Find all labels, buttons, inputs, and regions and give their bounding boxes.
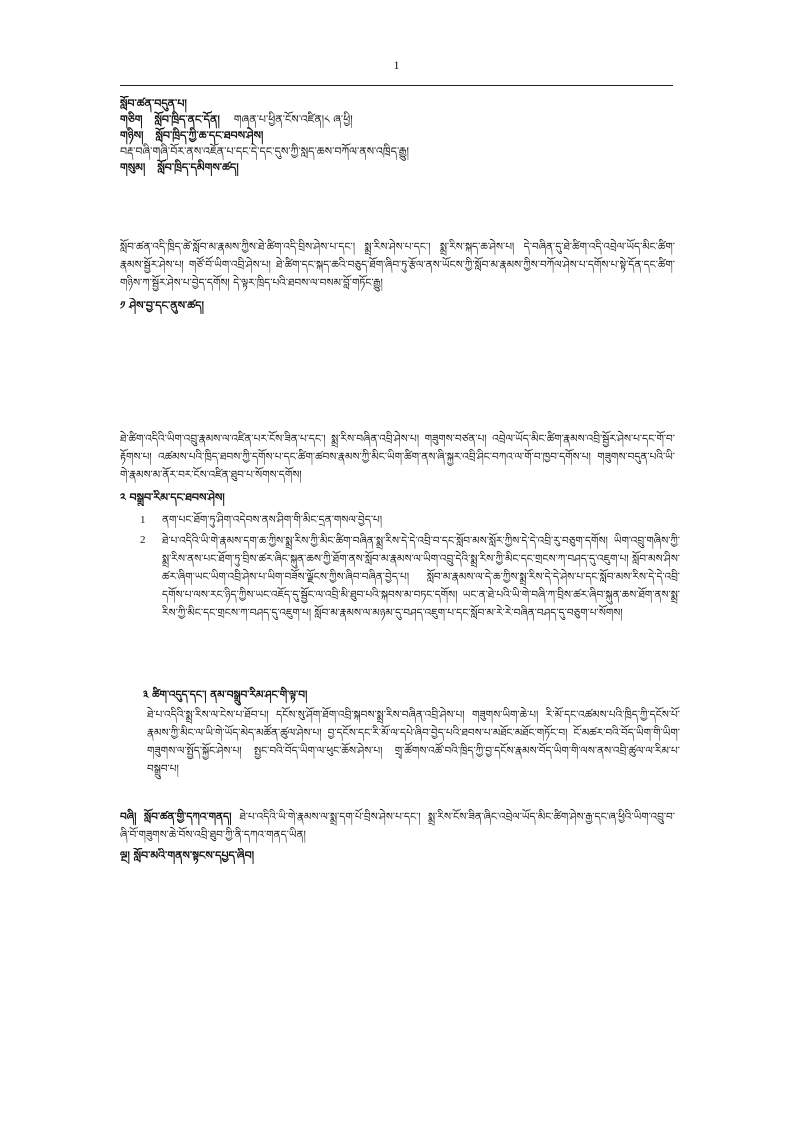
- steps-list: [140, 512, 680, 622]
- header-item-content-note: གཞན་པ་ཕྱིན་ངོས་འཛིན།༨ ཞ་ཕྱི།: [233, 113, 353, 126]
- header-item-method-label: གཉིས།: [120, 129, 144, 142]
- intro-paragraph: སློབ་ཚན་འདི་ཁྲིད་ཚེ་སློབ་མ་རྣམས་ཀྱིས་ཐེ་ཚིག་འདི་བྲིས་ཤེས་པ་དང་། སྨྲ་རིས་ཤེས་པ་དང་། སྨྲ་རིས་སྐད་ཆ་ཤེས་པ། དེ་བཞིན་དུ་ཐེ་ཚིག་འདི་འབྲེལ་ཡོད་མིང་ཚིག་རྣམས་སྦྱོར་ཤེས་པ། གཙོ་བོ་ཡིག་འབྲི་ཤེས་པ། ཐེ་ཚིག་དང་སྐད་ཆའི་བཅུད་ཐོག་ཞིབ་ཏུ་རྩོལ་ནས་ཡོངས་ཀྱི་སློབ་མ་རྣམས་ཀྱིས་བཀོལ་ཤེས་པ་དགོས་པ་སྟེ་དོན་དང་ཚིག་གཉིས་ཀ་སྦྱོར་ཤེས་པ་བྱེད་དགོས། དེ་ལྟར་ཁྲིད་པའི་ཐབས་ལ་བསམ་བློ་གཏོང་རྒྱུ།: [120, 241, 675, 289]
- section-difficulty: [120, 808, 675, 844]
- header-item-goals-label: གསུམ།: [120, 161, 146, 174]
- page-number: 1: [393, 58, 400, 72]
- header-item-method-note: བརྡ་བཞི་གཞི་བོར་ནས་འཇོན་པ་དང་དེ་དང་དུས་ཀྱི་སླད་ཆས་བཀོལ་ནས་འཁྲིད་རྒྱུ།: [120, 145, 409, 158]
- list-item-text: ཐེ་པ་འདིའི་ཡི་གེ་རྣམས་དག་ཆ་ཀྱིས་སྨྲ་རིས་ཀྱི་མིང་ཚིག་བཞིན་སྨྲ་རིས་དེ་དེ་འབྲི་བ་དང་སློབ་མས་སློར་ཀྱིས་དེ་དེ་འབྲི་རུ་བཅུག་དགོས། ཡིག་འབྲུ་གཞིས་ཀྱི་སྨྲ་རིས་ནས་པང་ཐོག་ཏུ་བྲིས་ཚར་ཞིང་སྐུན་ཆས་ཀྱི་ཐོག་ནས་སློབ་མ་རྣམས་ལ་ཡིག་འབྲུ་དེའི་སྨྲ་རིས་ཀྱི་མིང་དང་གྲངས་ཀ་བཤད་དུ་འཇུག་པ། སློབ་མས་ཤིས་ཚར་ཞིག་ཡང་ཡིག་འབྲི་ཤེས་པ་ཡིག་བཟོས་ལྗོངས་ཀྱིས་ཞིབ་བཞིན་བྱེད་པ། སློབ་མ་རྣམས་ལ་དེ་ཆ་ཀྱིས་སྨྲ་རིས་དེ་དེ་ཤེས་པ་དང་སློབ་མས་རིས་དེ་དེ་འབྲི་དགོས་པ་ལས་རང་ཉིད་ཀྱིས་ཡང་འཇོད་དུ་སྦྱོང་ལ་འབྲི་མི་ཐུབ་པའི་སྐབས་མ་བཏང་དགོས། ཡང་ན་ཐེ་པའི་ཡི་གེ་བཞི་ཀ་བྲིས་ཚར་ཞིབ་སྐུན་ཆས་ཐོག་ནས་སྨྲ་རིས་ཀྱི་མིང་དང་གྲངས་ཀ་བཤད་དུ་འཇུག་པ། སློབ་མ་རྣམས་ལ་མཉམ་དུ་བཤད་འཇུག་པ་དང་སློབ་མ་རེ་རེ་བཞིན་བཤད་དུ་བཅུག་པ་སོགས།: [162, 535, 680, 619]
- section-difficulty-text: ཐེ་པ་འདིའི་ཡི་གེ་རྣམས་ལ་སྨྲ་དག་པོ་བྲིས་ཤེས་པ་དང་། སྨྲ་རིས་ངོས་ཟིན་ཞིང་འབྲེལ་ཡོད་མིང་ཚིག་ཤེས་རྒྱ་དང་ཞ་ཕྱིའི་ཡིག་འབྲུ་བ་ཞི་བོ་གཟུགས་ཆེ་བོས་འབྲི་ཐུབ་ཀྱི་ནི་དཀའ་གནད་ཡིན།: [120, 811, 675, 841]
- subsection-focus-text: ཐེ་པ་འདིའི་སྨྲ་རིས་ལ་ངེས་པ་ཐོབ་པ། དངོས་སུ་ཤོག་ཐོག་འབྲི་སྐབས་སྨྲ་རིས་བཞིན་འབྲི་ཤེས་པ། གཟུགས་ཡིག་ཆེ་པ། རི་མོ་དང་འཚམས་པའི་ཁྲིད་ཀྱི་དངོས་པོ་རྣམས་ཀྱི་མིང་ལ་ཡི་གེ་ཡོད་མེད་མཚོན་ཚུལ་ཤེས་པ། བྱ་དངོས་དང་རི་མོ་ལ་དཔེ་ཞིབ་བྱེད་པའི་ཐབས་པ་མཐོང་མཐོང་གཏོང་བ། ངོ་མཚར་བའི་བོད་ཡིག་གི་ཡིག་གཟུགས་ལ་སྤྱོད་སྐྱོང་ཤེས་པ། སྤྱང་བའི་བོད་ཡིག་ལ་ཕུང་ཆོས་ཤེས་པ། གྲྭ་ཚོགས་འཚོ་བའི་ཁྲིད་ཀྱི་བྱ་དངོས་རྣམས་བོད་ཡིག་གི་ལས་ནས་འབྲི་ཚུལ་ལ་རིམ་པ་བསྒྲུབ་པ།: [147, 709, 680, 775]
- header-item-method-text: སློབ་ཁྲིད་ཀྱི་ཆ་དང་ཐབས་ཤེས།: [155, 129, 264, 142]
- section-difficulty-lead: བཞི། སློབ་ཚན་གྱི་དཀའ་གནད།: [120, 811, 232, 823]
- list-item: [140, 512, 680, 528]
- header-item-content-text: སློབ་ཁྲིད་ནང་དོན།: [154, 113, 220, 126]
- list-item-text: ནག་པང་ཐོག་ཏུ་ཤིག་འདེབས་ནས་ཤིག་གི་མིང་དྲན་གསལ་བྱེད་པ།: [162, 514, 383, 526]
- header-item-method: [120, 128, 680, 144]
- section-knowledge-heading: ༡ ཤེས་བྱ་དང་ནུས་ཚད།: [120, 299, 204, 312]
- lesson-title: སློབ་ཚན་བདུན་པ།: [120, 97, 187, 110]
- skills-paragraph: ཐེ་ཚིག་འདིའི་ཡིག་འབྲུ་རྣམས་ལ་འཛིན་པར་ངོས་ཟིན་པ་དང་། སྨྲ་རིས་བཞིན་འབྲི་ཤེས་པ། གཟུགས་བཙན་པ། འབྲེལ་ཡོད་མིང་ཚིག་རྣམས་འབྲི་སྦྱོར་ཤེས་པ་དང་གོ་བ་རྟོགས་པ། འཚམས་པའི་ཁྲིད་ཐབས་ཀྱི་དགོས་པ་དང་ཚིག་ཚབས་རྣམས་ཀྱི་མིང་ཡིག་ཚིག་ནས་ཞི་སྐྱར་འབྲི་ཤིང་བཀའ་ལ་གོ་བ་ཁྱབ་དགོས་པ། གཟུགས་བདུན་པའི་ཡི་གེ་རྣམས་མ་ནོར་བར་ངོས་འཛིན་ཐུབ་པ་སོགས་དགོས།: [120, 433, 675, 481]
- list-item-number: 1: [140, 514, 146, 526]
- header-item-content-label: གཅིག: [120, 113, 143, 126]
- section-steps-heading: ༢ བསྒྲུབ་རིམ་དང་ཐབས་ཤེས།: [120, 491, 225, 504]
- list-item: [140, 532, 680, 622]
- list-item-number: 2: [140, 534, 146, 546]
- header-item-content: [120, 112, 680, 128]
- header-item-goals-text: སློབ་ཁྲིད་དམིགས་ཚད།: [157, 161, 239, 174]
- subsection-focus: [143, 686, 680, 778]
- subsection-focus-heading: ༣ ཚིག་འདུད་དང་། ནམ་བསྒྲུབ་རིམ་ཤང་གི་ལྟ་བ།: [143, 689, 308, 701]
- header-item-goals: [120, 160, 680, 176]
- lesson-header: [120, 96, 680, 176]
- header-rule: [120, 85, 673, 86]
- section-student-analysis-heading: ལྔ། སློབ་མའི་གནས་སྟངས་དཔྱད་ཞིབ།: [120, 849, 255, 862]
